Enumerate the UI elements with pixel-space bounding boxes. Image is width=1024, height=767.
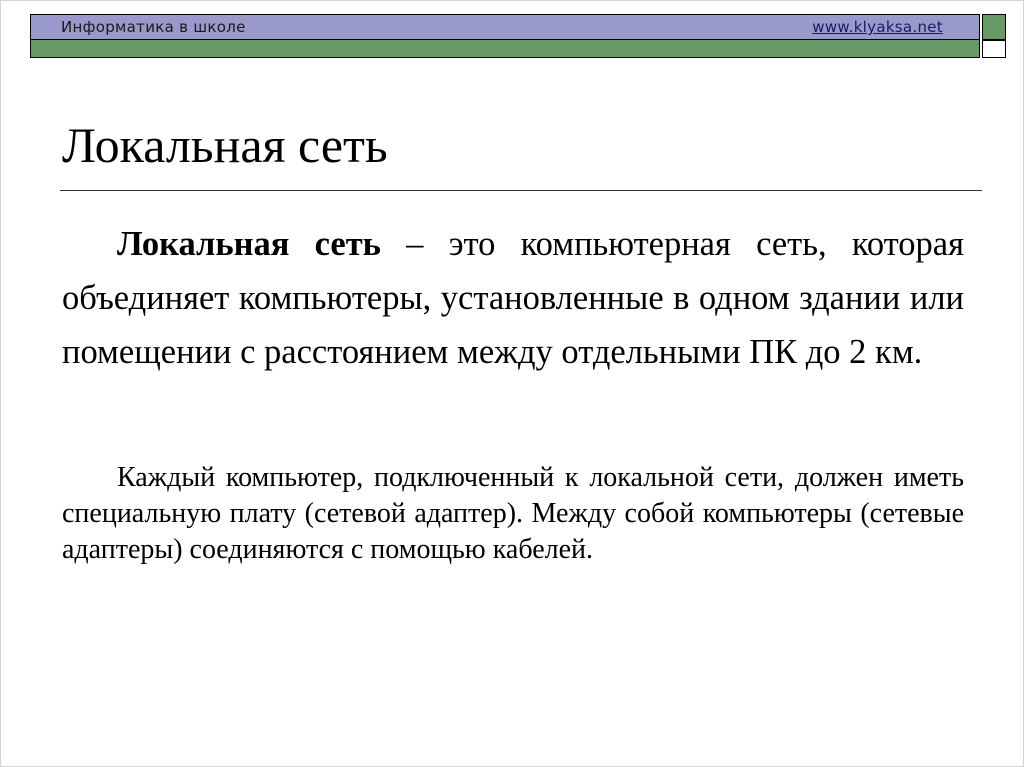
header-bottom-bar <box>31 40 979 57</box>
definition-term: Локальная сеть <box>117 225 381 263</box>
adapter-paragraph: Каждый компьютер, подключенный к локальной сети, должен иметь специальную плату (сетевой адаптер). Между собой компьютеры (сетевые адаптеры) соединяются с помощью кабелей. <box>62 462 964 565</box>
header-title: Информатика в школе <box>61 18 246 36</box>
header-side-box-bottom <box>982 40 1006 58</box>
definition-paragraph <box>62 217 964 379</box>
slide-title: Локальная сеть <box>62 117 388 173</box>
header-top-bar <box>31 15 979 40</box>
title-divider <box>60 190 982 191</box>
header-band <box>30 14 980 58</box>
header-side-box-top <box>982 14 1006 40</box>
definition-text: – это компьютерная сеть, которая объединяет компьютеры, установленные в одном здании или помещении с расстоянием между отдельными ПК до 2 км. <box>62 225 964 371</box>
site-link[interactable]: www.klyaksa.net <box>812 18 943 36</box>
